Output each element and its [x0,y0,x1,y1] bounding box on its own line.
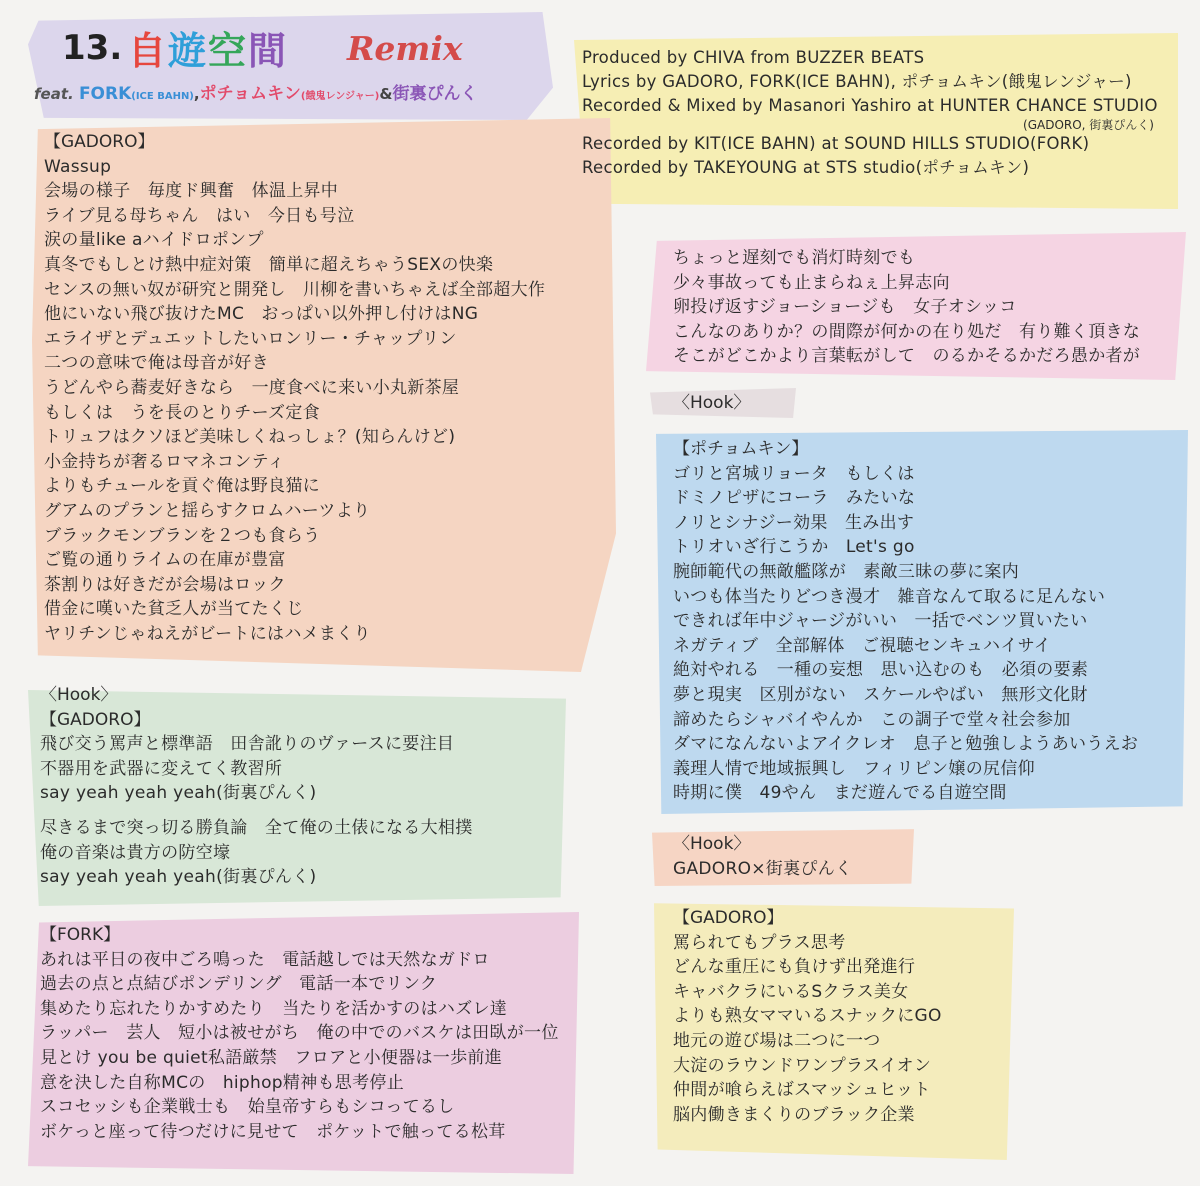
lyric-line: 少々事故っても止まらねぇ上昇志向 [673,272,950,293]
lyric-line: ライブ見る母ちゃん はい 今日も号泣 [44,205,355,226]
lyric-line: 仲間が喰らえばスマッシュヒット [673,1080,931,1101]
credit-note: (GADORO, 街裏ぴんく) [1023,118,1154,132]
credits [582,46,1172,180]
featuring-line [34,79,477,104]
lyric-line: ブラックモンブランを２つも食らう [44,525,321,546]
section-heading: 【ポチョムキン】 [673,439,809,459]
lyric-line: ゴリと宮城リョータ もしくは [673,463,915,484]
lyric-line: グアムのプランと揺らすクロムハーツより [44,500,371,521]
lyric-line: 絶対やれる 一種の妄想 思い込むのも 必須の要素 [673,660,1089,681]
lyric-line: 他にいない飛び抜けたMC おっぱい以外押し付けはNG [44,304,479,325]
lyric-line: 罵られてもプラス思考 [673,932,846,953]
lyric-line: 地元の遊び場は二つに一つ [673,1030,881,1051]
section-heading: 【FORK】 [40,925,121,945]
section-heading: 【GADORO】 [673,908,784,928]
lyric-line: Wassup [44,156,112,177]
credit-line: Recorded by TAKEYOUNG at STS studio(ポチョムキン) [582,158,1030,177]
title-char: 遊 [168,29,209,73]
potemkin-verse [673,437,1138,806]
lyric-line: ご覧の通りライムの在庫が豊富 [44,550,286,571]
artist-potemkin-group: (餓鬼レンジャー) [300,91,380,102]
lyric-line: 尽きるまで突っ切る勝負論 全て俺の土俵になる大相撲 [40,817,473,838]
artist-potemkin: ポチョムキン [199,84,301,104]
lyric-line: 脳内働きまくりのブラック企業 [673,1104,915,1125]
lyric-line: センスの無い奴が研究と開発し 川柳を書いちゃえば全部超大作 [44,279,546,300]
lyric-line: say yeah yeah yeah(街裏ぴんく) [40,867,317,888]
gadoro-verse-2 [673,906,942,1127]
lyric-line: 時期に僕 49やん まだ遊んでる自遊空間 [673,783,1007,804]
credit-line: Produced by CHIVA from BUZZER BEATS [582,48,925,67]
lyric-line: ダマになんないよアイクレオ 息子と勉強しようあいうえお [673,734,1139,755]
title-char: 空 [208,29,249,73]
lyric-line: 腕師範代の無敵艦隊が 素敵三昧の夢に案内 [673,561,1019,582]
lyric-line: どんな重圧にも負けず出発進行 [673,957,916,978]
lyric-line: ボケっと座って待つだけに見せて ポケットで触ってる松茸 [40,1121,506,1142]
lyric-line: あれは平日の夜中ごろ鳴った 電話越しでは天然なガドロ [40,949,490,970]
lyric-line: できれば年中ジャージがいい 一括でベンツ買いたい [673,611,1088,632]
lyric-line: say yeah yeah yeah(街裏ぴんく) [40,783,317,804]
lyric-line: 俺の音楽は貴方の防空壕 [40,842,231,863]
gadoro-verse-1 [44,130,545,646]
lyric-line: 見とけ you be quiet私語厳禁 フロアと小便器は一歩前進 [40,1047,503,1068]
lyric-line: 飛び交う罵声と標準語 田舎訛りのヴァースに要注目 [40,734,455,755]
track-number: 13. [62,28,123,68]
lyric-line: トリュフはクソほど美味しくねっしょ？(知らんけど) [44,427,456,448]
fork-verse-continued [673,246,1140,369]
lyric-line: こんなのありか？の間際が何かの在り処だ 有り難く頂きな [673,321,1141,342]
credit-line: Lyrics by GADORO, FORK(ICE BAHN), ポチョムキン(餓鬼レンジャー) [582,72,1132,91]
lyric-line: ネガティブ 全部解体 ご視聴センキュハイサイ [673,635,1052,656]
lyric-line: 夢と現実 区別がない スケールやばい 無形文化財 [673,684,1088,705]
lyric-line: 茶割りは好きだが会場はロック [44,574,286,595]
track-title [128,20,288,75]
lyric-line: ラッパー 芸人 短小は被せがち 俺の中でのバスケは田臥が一位 [40,1023,559,1044]
artist-fork: FORK [78,84,132,104]
lyric-line: トリオいざ行こうか Let's go [673,537,915,558]
hook-gadoro [40,683,473,890]
lyric-line: エライザとデュエットしたいロンリー・チャップリン [44,328,457,349]
lyric-line: 二つの意味で俺は母音が好き [44,353,269,374]
title-char: 間 [248,29,289,73]
lyric-line: スコセッシも企業戦士も 始皇帝すらもシコってるし [40,1097,455,1118]
fork-verse [40,923,559,1144]
credit-line: Recorded & Mixed by Masanori Yashiro at HUNTER CHANCE STUDIO [582,96,1158,115]
separator: , [193,85,200,103]
lyric-line: ちょっと遅刻でも消灯時刻でも [673,248,916,268]
hook-text: 〈Hook〉 [673,393,751,413]
lyric-line: 義理人情で地域振興し フィリピン嬢の尻信仰 [673,758,1035,779]
lyric-line: GADORO×街裏ぴんく [673,858,853,879]
title-char: 自 [128,29,169,73]
lyric-line: うどんやら蕎麦好きなら 一度食べに来い小丸新茶屋 [44,377,460,398]
section-heading: 【GADORO】 [40,709,151,730]
lyric-line: 会場の様子 毎度ド興奮 体温上昇中 [44,181,339,202]
hook-gadoro-machiura [673,832,852,881]
lyric-line: 小金持ちが奢るロマネコンティ [44,451,285,472]
lyric-line: キャバクラにいるSクラス美女 [673,981,909,1002]
feat-label: feat. [34,85,74,103]
remix-label: Remix [347,29,463,68]
ampersand: & [379,85,393,103]
lyric-line: 涙の量like aハイドロポンプ [44,230,264,251]
lyric-line: いつも体当たりどつき漫才 雑音なんて取るに足んない [673,586,1106,607]
lyric-line: ドミノピザにコーラ みたいな [673,488,916,509]
lyric-line: よりも熟女ママいるスナックにGO [673,1006,942,1027]
lyric-line: 過去の点と点結びポンデリング 電話一本でリンク [40,974,438,995]
hook-label: 〈Hook〉 [40,685,118,705]
lyric-line: 意を決した自称MCの hiphop精神も思考停止 [40,1072,404,1093]
lyric-line: 卵投げ返すジョーショージも 女子オシッコ [673,297,1017,318]
credit-line: Recorded by KIT(ICE BAHN) at SOUND HILLS STUDIO(FORK) [582,134,1090,153]
artist-fork-group: (ICE BAHN) [131,91,194,102]
lyric-line: 集めたり忘れたりかすめたり 当たりを活かすのはハズレ達 [40,998,508,1019]
lyric-line: ノリとシナジー効果 生み出す [673,512,915,533]
lyric-line: 真冬でもしとけ熱中症対策 簡単に超えちゃうSEXの快楽 [44,254,494,275]
lyric-line: 借金に嘆いた貧乏人が当てたくじ [44,599,304,620]
lyric-line: 不器用を武器に変えてく教習所 [40,758,283,779]
lyric-line: 諦めたらシャバイやんか この調子で堂々社会参加 [673,709,1071,730]
lyric-line: そこがどこかより言葉転がして のるかそるかだろ愚か者が [673,346,1141,367]
section-heading: 【GADORO】 [44,132,155,152]
lyric-line: もしくは うを長のとりチーズ定食 [44,402,320,423]
lyric-line: ヤリチンじゃねえがビートにはハメまくり [44,623,371,644]
hook-label: 〈Hook〉 [673,834,751,854]
lyric-line: よりもチュールを貢ぐ俺は野良猫に [44,476,320,497]
artist-machiura: 街裏ぴんく [392,84,478,104]
lyric-line: 大淀のラウンドワンプラスイオン [673,1055,932,1076]
hook-label [673,391,750,416]
